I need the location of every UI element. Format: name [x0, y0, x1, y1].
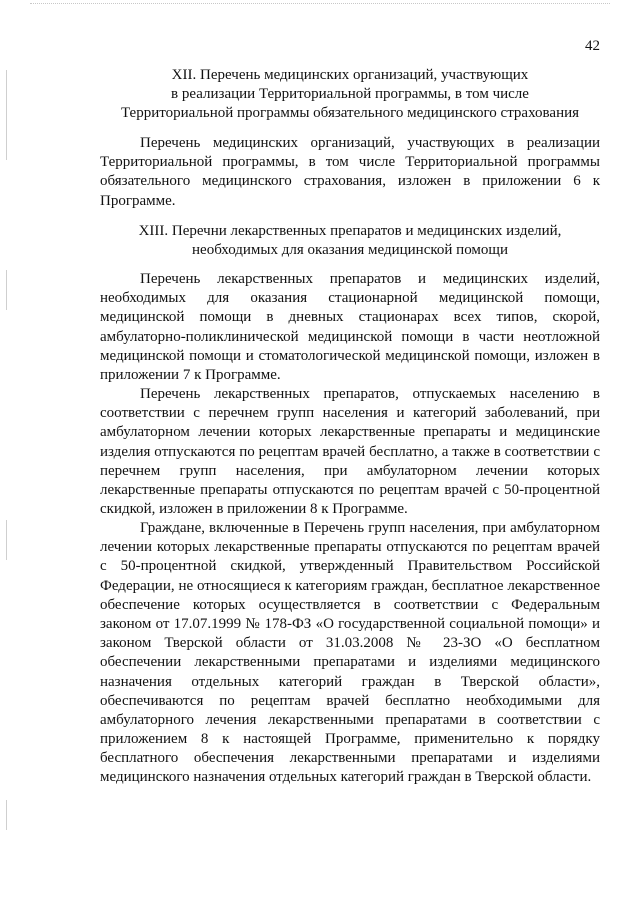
text-line: обязательного медицинского страхования, изложен в приложении 6 к: [100, 173, 600, 190]
section-13-heading: [100, 222, 600, 260]
margin-line: [6, 270, 7, 310]
text-line: лекарственные препараты отпускаются по рецептам врачей с 50-процентной: [100, 481, 600, 498]
text-line: амбулаторного лечения лекарственными препаратами в соответствии с: [100, 711, 600, 728]
heading-line: в реализации Территориальной программы, в том числе: [171, 86, 529, 102]
margin-line: [6, 70, 7, 160]
section-12-paragraph: [100, 134, 600, 211]
text-line: скидкой, изложен в приложении 8 к Программе.: [100, 501, 408, 518]
text-line: обеспечении лекарственными препаратами и изделиями медицинского: [100, 654, 600, 671]
text-line: изделия отпускаются по рецептам врачей бесплатно, а также в соответствии с: [100, 443, 600, 460]
section-13-paragraph-2: [100, 385, 600, 519]
text-line: назначения отдельных категорий граждан в Тверской области»,: [100, 673, 600, 690]
text-line: законом Тверской области от 31.03.2008 № 23-ЗО «О бесплатном: [100, 635, 600, 652]
text-line: перечнем групп населения, при амбулаторном лечении которых: [100, 462, 600, 479]
text-line: амбулаторно-поликлинической медицинской помощи в части неотложной: [100, 328, 600, 345]
section-13-paragraph-3: [100, 519, 600, 788]
text-line: с 50-процентной скидкой, утвержденный Правительством Российской: [100, 558, 600, 575]
text-line: бесплатного обеспечения лекарственными препаратами и изделиями: [100, 750, 600, 767]
page-number: 42: [585, 38, 600, 54]
scan-edge-line: [30, 3, 610, 5]
text-line: необходимых для оказания стационарной медицинской помощи,: [100, 290, 600, 307]
text-line: лечении которых лекарственные препараты отпускаются по рецептам врачей: [100, 539, 600, 556]
text-line: Территориальной программы, в том числе Территориальной программы: [100, 154, 600, 171]
text-line: соответствии с перечнем групп населения и категорий заболеваний, при: [100, 405, 600, 422]
heading-line: XIII. Перечни лекарственных препаратов и медицинских изделий,: [138, 223, 562, 239]
text-line: амбулаторном лечении которых лекарственные препараты и медицинские: [100, 424, 600, 441]
text-line: приложением 8 к настоящей Программе, применительно к порядку: [100, 731, 600, 748]
text-line: Федерации, не относящиеся к категориям граждан, бесплатное лекарственное: [100, 577, 600, 594]
margin-line: [6, 520, 7, 560]
section-13-paragraph-1: [100, 270, 600, 385]
heading-line: необходимых для оказания медицинской помощи: [192, 242, 508, 258]
heading-line: XII. Перечень медицинских организаций, участвующих: [171, 67, 529, 83]
text-line: медицинского назначения отдельных категорий граждан в Тверской области.: [100, 769, 592, 786]
margin-line: [6, 800, 7, 830]
text-line: Перечень медицинских организаций, участвующих в реализации: [140, 135, 600, 151]
section-12-heading: [100, 66, 600, 123]
text-line: обеспечение которых осуществляется в соответствии с Федеральным: [100, 596, 600, 613]
text-line: медицинской помощи в дневных стационарах всех типов, скорой,: [100, 309, 600, 326]
text-line: медицинской помощи и стоматологической медицинской помощи, изложен в: [100, 347, 600, 364]
text-line: Граждане, включенные в Перечень групп населения, при амбулаторном: [140, 520, 600, 536]
text-line: Программе.: [100, 192, 176, 209]
text-line: законом от 17.07.1999 № 178-ФЗ «О государственной социальной помощи» и: [100, 615, 600, 632]
text-line: обеспечиваются по рецептам врачей бесплатно необходимыми для: [100, 692, 600, 709]
heading-line: Территориальной программы обязательного медицинского страхования: [120, 105, 580, 121]
text-line: Перечень лекарственных препаратов, отпускаемых населению в: [140, 386, 600, 402]
text-line: Перечень лекарственных препаратов и медицинских изделий,: [140, 271, 600, 287]
text-line: приложении 7 к Программе.: [100, 366, 281, 383]
